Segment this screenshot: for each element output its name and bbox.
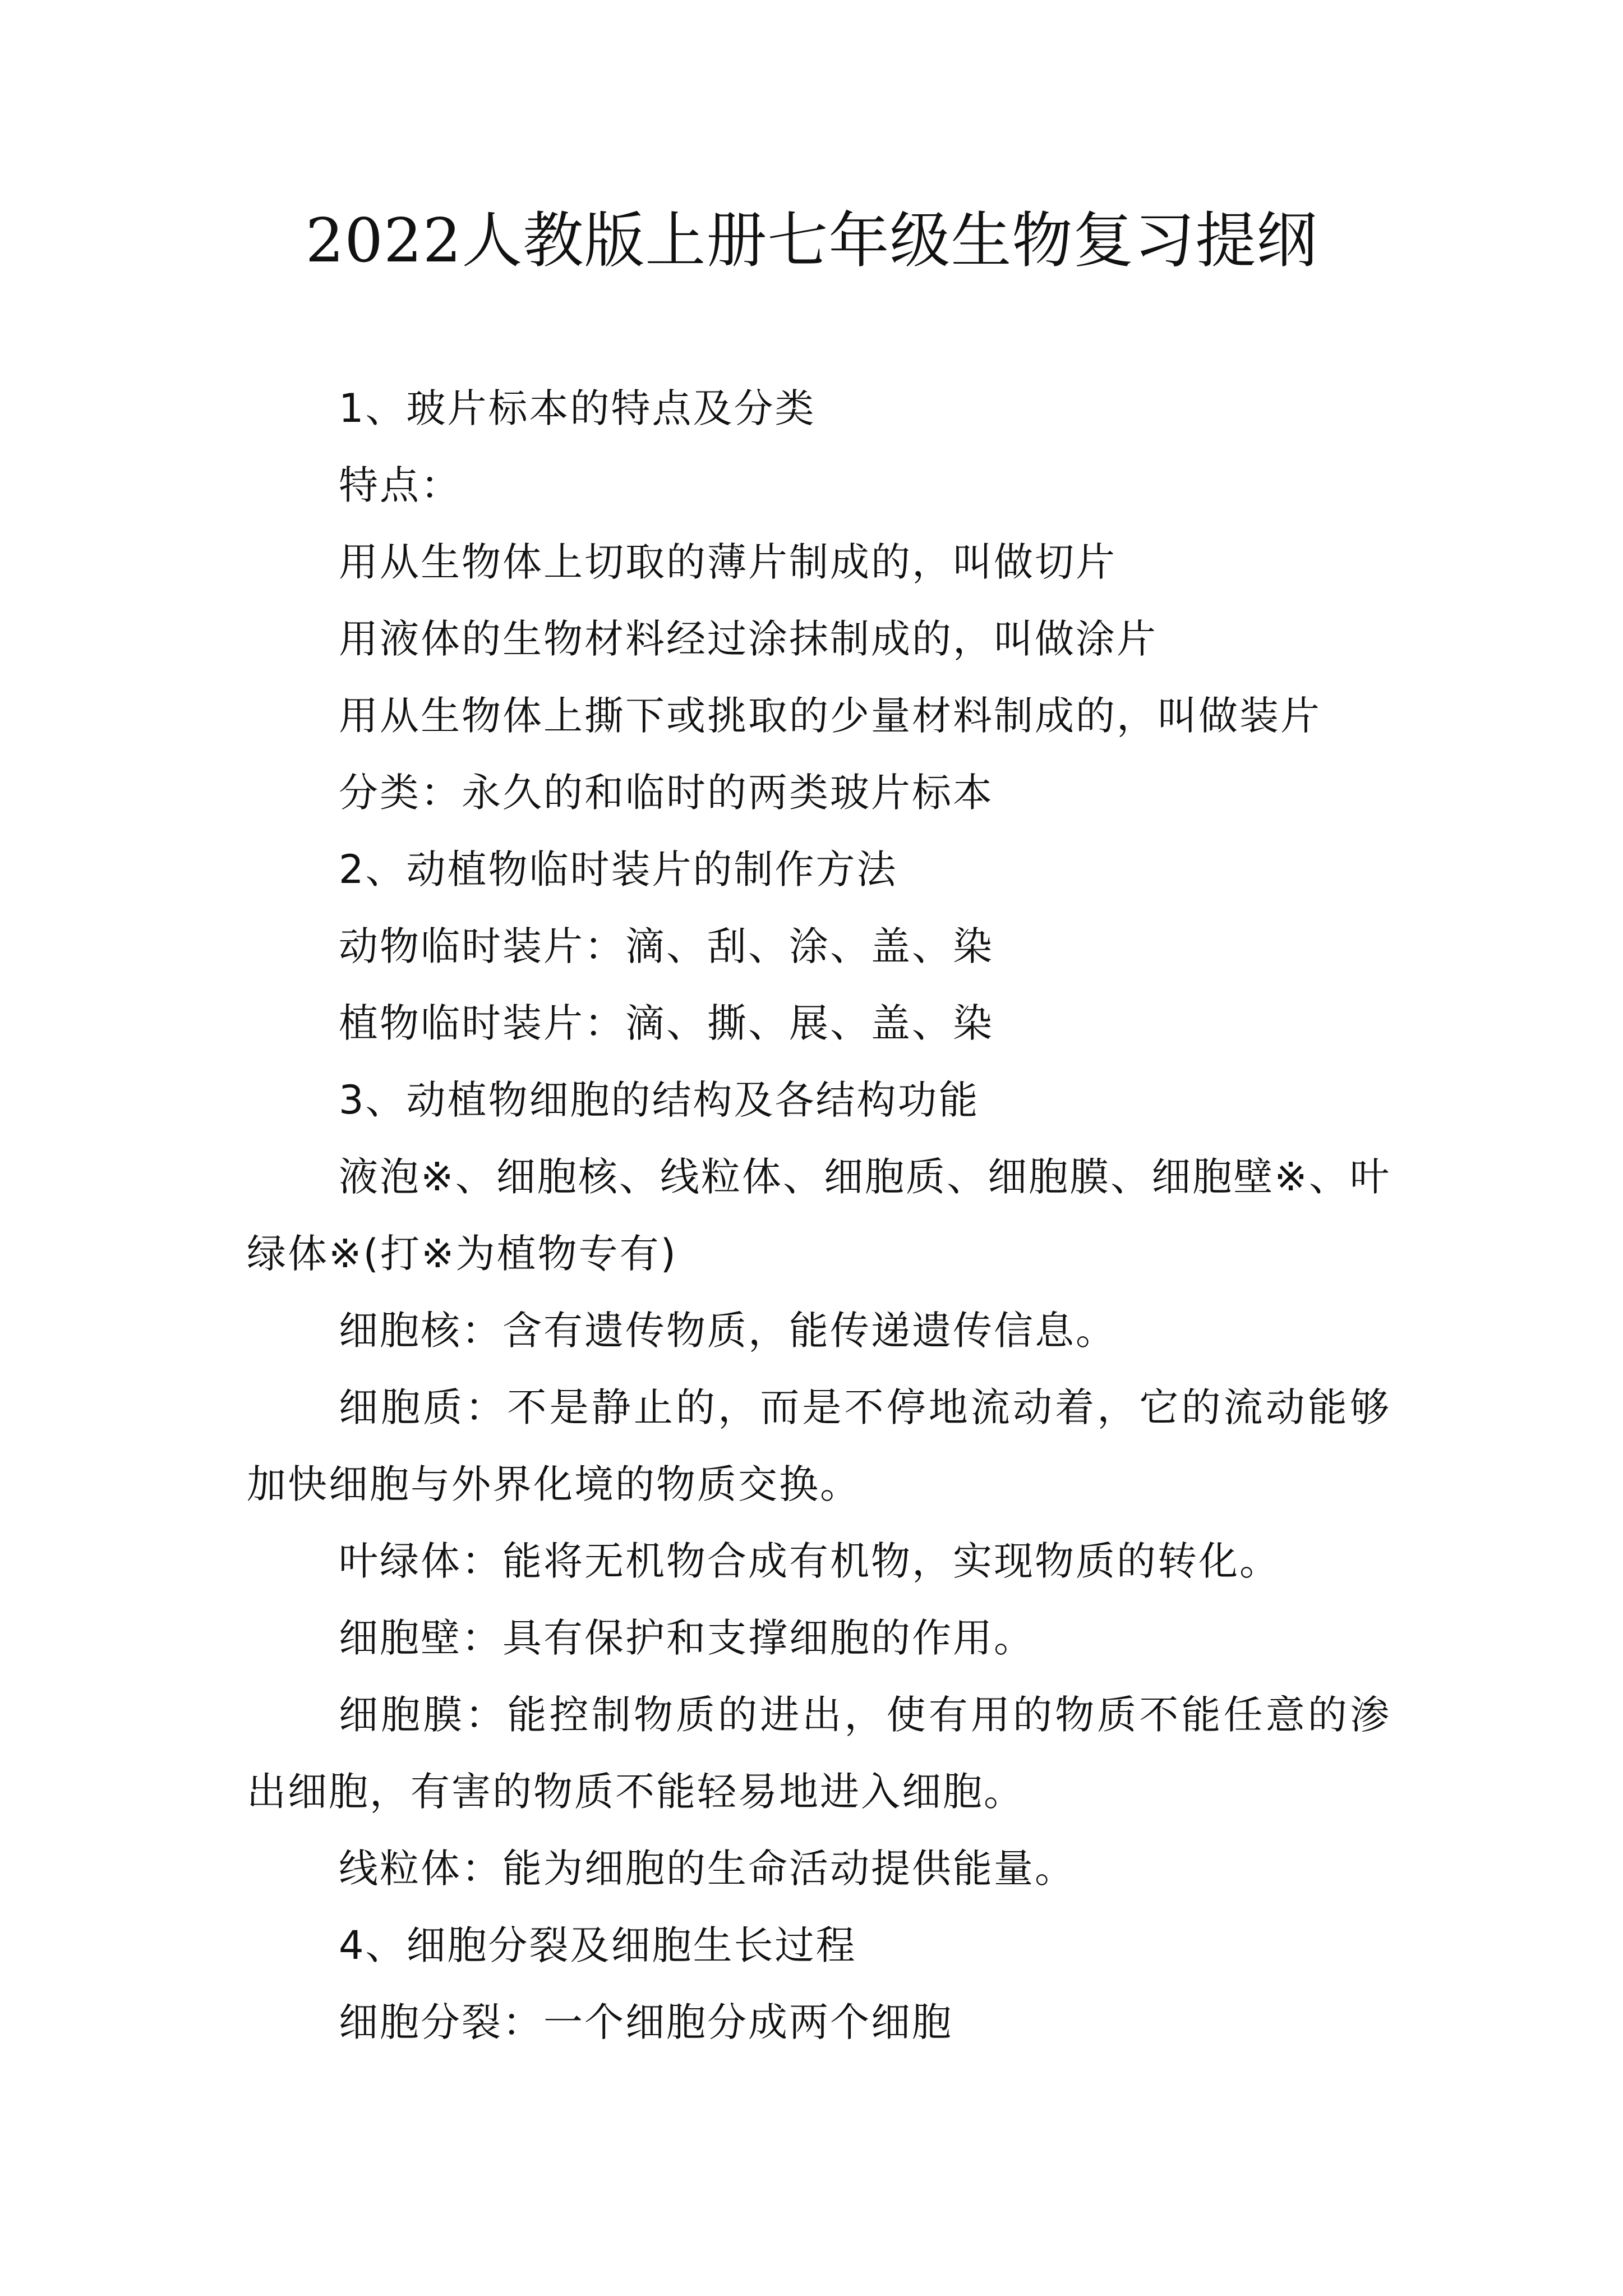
document-body bbox=[247, 370, 1391, 2061]
paragraph-cytoplasm: 细胞质：不是静止的，而是不停地流动着，它的流动能够加快细胞与外界化境的物质交换。 bbox=[247, 1384, 1391, 1507]
paragraph-section-slice: 用从生物体上切取的薄片制成的，叫做切片 bbox=[339, 539, 1117, 585]
paragraph-cell-division: 细胞分裂：一个细胞分成两个细胞 bbox=[339, 1999, 953, 2045]
paragraph-mitochondria: 线粒体：能为细胞的生命活动提供能量。 bbox=[339, 1846, 1076, 1892]
paragraph-cell-structures-list: 液泡※、细胞核、线粒体、细胞质、细胞膜、细胞壁※、叶绿体※(打※为植物专有) bbox=[247, 1154, 1391, 1277]
paragraph-chloroplast: 叶绿体：能将无机物合成有机物，实现物质的转化。 bbox=[339, 1538, 1280, 1584]
paragraph-classification: 分类：永久的和临时的两类玻片标本 bbox=[339, 770, 994, 816]
paragraph-plant-mount-steps: 植物临时装片：滴、撕、展、盖、染 bbox=[339, 1000, 994, 1046]
section-heading-cell-division: 4、细胞分裂及细胞生长过程 bbox=[339, 1922, 857, 1968]
paragraph-animal-mount-steps: 动物临时装片：滴、刮、涂、盖、染 bbox=[339, 923, 994, 969]
paragraph-cell-membrane: 细胞膜：能控制物质的进出，使有用的物质不能任意的渗出细胞，有害的物质不能轻易地进入细胞。 bbox=[247, 1692, 1391, 1815]
paragraph-cell-wall: 细胞壁：具有保护和支撑细胞的作用。 bbox=[339, 1615, 1035, 1661]
section-heading-cell-structure: 3、动植物细胞的结构及各结构功能 bbox=[339, 1077, 980, 1123]
section-heading-temporary-mounts: 2、动植物临时装片的制作方法 bbox=[339, 846, 898, 892]
paragraph-mount: 用从生物体上撕下或挑取的少量材料制成的，叫做装片 bbox=[339, 693, 1321, 739]
paragraph-smear: 用液体的生物材料经过涂抹制成的，叫做涂片 bbox=[339, 616, 1158, 662]
paragraph-nucleus: 细胞核：含有遗传物质，能传递遗传信息。 bbox=[339, 1308, 1117, 1354]
paragraph-features-label: 特点： bbox=[339, 462, 462, 508]
document-title: 2022人教版上册七年级生物复习提纲 bbox=[305, 206, 1318, 276]
section-heading-slide-specimens: 1、玻片标本的特点及分类 bbox=[339, 385, 816, 431]
